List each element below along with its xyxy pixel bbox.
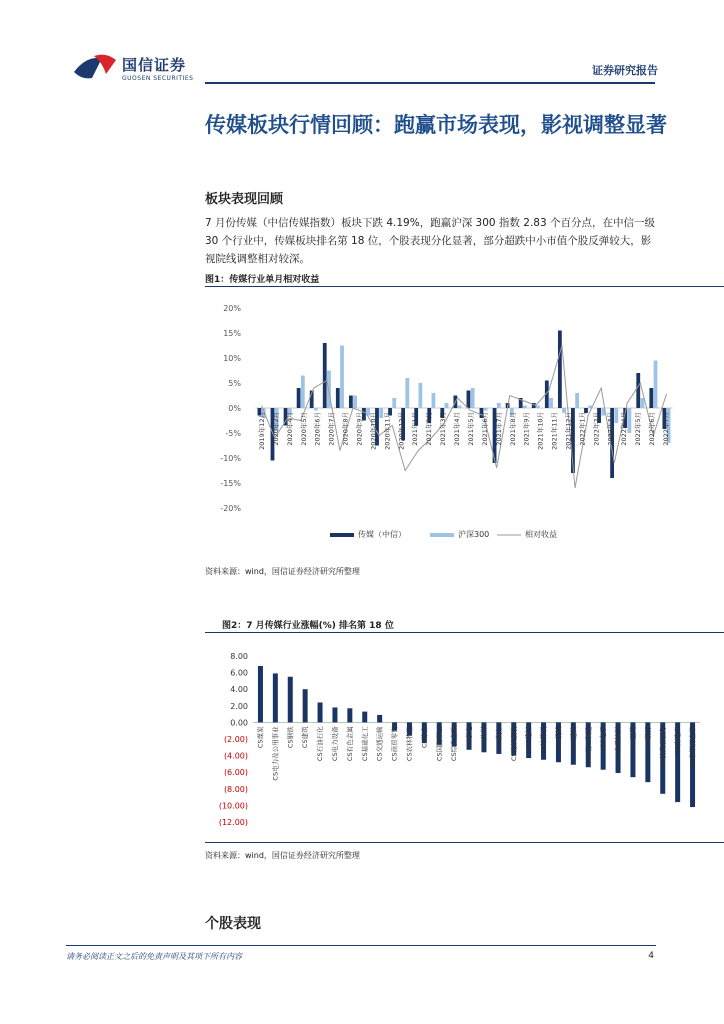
x-tick-label: CS农林牧渔 [405,726,414,762]
bar [484,408,488,411]
x-tick-label: 2020年6月 [313,412,322,446]
section-paragraph: 7 月份传媒（中信传媒指数）板块下跌 4.19%，跑赢沪深 300 指数 2.83 个百分点，在中信一级 30 个行业中，传媒板块排名第 18 位，个股表现分化显著，部分超跌中小市值个股反弹较大，影视院线调整相对较深。 [205,217,655,265]
x-tick-label: 2021年8月 [508,412,517,446]
bar [392,398,396,408]
x-tick-label: CS传媒 [479,726,488,749]
figure2-source: 资料来源：wind，国信证券经济研究所整理 [205,851,360,860]
x-tick-label: 2021年9月 [522,412,531,446]
x-tick-label: 2022年3月 [606,412,615,446]
x-tick-label: 2020年11月 [383,412,392,450]
x-tick-label: CS国防军工 [435,726,444,762]
y-tick-label: (12.00) [218,818,248,827]
header-rule [205,82,655,84]
bar [340,346,344,409]
bar [471,388,475,408]
bar [353,396,357,409]
y-tick-label: (10.00) [218,801,248,811]
section-subtitle: 板块表现回顾 [205,192,284,207]
y-tick-label: (2.00) [223,735,248,744]
bar [649,388,653,408]
x-tick-label: 2021年1月 [411,412,420,446]
x-tick-label: CS基础化工 [360,726,369,762]
x-tick-label: CS综合 [420,726,429,749]
y-tick-label: 15% [223,329,241,338]
bar [536,406,540,409]
bar [614,408,618,423]
bar [347,708,352,722]
bar [288,677,293,723]
y-tick-label: 4.00 [230,685,248,695]
bar [523,406,527,409]
x-tick-label: 2022年7月 [662,412,671,446]
x-tick-label: CS电力及公用事业 [271,726,280,781]
bar [467,391,471,409]
bar [349,396,353,409]
x-tick-label: CS纺织服装 [509,726,518,762]
y-tick-label: -15% [220,479,241,488]
x-tick-label: CS通信 [569,726,578,749]
y-tick-label: 20% [223,304,241,313]
bar [405,378,409,408]
x-tick-label: 2022年1月 [578,412,587,446]
x-tick-label: CS电子 [599,726,608,749]
x-tick-label: CS非银行金融 [688,726,697,768]
bar [445,403,449,408]
x-tick-label: CS石油石化 [316,726,325,762]
figure1-title: 图1：传媒行业单月相对收益 [205,275,320,285]
x-tick-label: 2020年8月 [341,412,350,446]
legend-label: 传媒（中信） [358,530,406,539]
y-tick-label: (6.00) [223,768,248,778]
x-tick-label: 2021年10月 [536,412,545,450]
x-tick-label: 2022年6月 [648,412,657,446]
bar [362,712,367,723]
bar [549,398,553,408]
x-tick-label: 2021年5月 [466,412,475,446]
x-tick-label: CS银行 [643,726,652,749]
figure1-source: 资料来源：wind，国信证券经济研究所整理 [205,567,360,576]
x-tick-label: 2020年5月 [299,412,308,446]
x-tick-label: CS汽车 [494,726,503,749]
x-tick-label: 2020年10月 [369,412,378,450]
y-tick-label: 5% [228,379,241,388]
x-tick-label: CS计算机 [539,726,548,755]
x-tick-label: 2021年3月 [439,412,448,446]
x-tick-label: CS轻工制造 [584,726,593,762]
bar [575,393,579,408]
x-tick-label: 2020年2月 [271,412,280,446]
logo-text-cn: 国信证券 [122,56,187,74]
figure1-rule [205,286,724,287]
x-tick-label: CS食品饮料 [614,726,623,762]
y-tick-label: 2.00 [230,701,248,711]
x-tick-label: 2022年2月 [592,412,601,446]
x-tick-label: CS交通运输 [375,726,384,762]
y-tick-label: 0.00 [230,718,248,728]
bar [654,361,658,409]
x-tick-label: CS有色金属 [345,726,354,762]
x-tick-label: CS家电 [465,726,474,749]
bar [458,406,462,409]
bar [636,373,640,408]
x-tick-label: CS消费者服务 [658,726,667,768]
bar [301,376,305,409]
bar [297,388,301,408]
figure2-chart [205,640,724,840]
x-tick-label: 2021年7月 [494,412,503,446]
y-tick-label: -20% [220,504,241,513]
bar [318,702,323,722]
x-tick-label: CS钢铁 [286,726,295,749]
y-tick-label: 10% [223,354,241,363]
figure2-rule [205,632,724,633]
x-tick-label: CS商贸零售 [390,726,399,762]
y-tick-label: -10% [220,454,241,463]
x-tick-label: 2020年9月 [355,412,364,446]
x-tick-label: CS煤炭 [256,726,265,749]
bar [303,689,308,722]
figure1-chart [205,290,724,550]
bar [336,388,340,408]
y-tick-label: -5% [225,429,241,438]
logo-text-en: GUOSEN SECURITIES [122,75,194,82]
x-tick-label: CS建材 [524,726,533,749]
x-tick-label: CS电力设备 [330,726,339,762]
report-type: 证券研究报告 [592,64,658,77]
bar [332,707,337,722]
bar [377,715,382,722]
bar [323,343,327,408]
section-title: 传媒板块行情回顾：跑赢市场表现，影视调整显著 [205,113,667,137]
legend-swatch [430,533,454,537]
x-tick-label: CS医药 [628,726,637,749]
legend-swatch [330,533,354,537]
y-tick-label: (8.00) [223,784,248,794]
bar [314,408,318,411]
x-tick-label: 2020年12月 [397,412,406,450]
figure2-title: 图2：7 月传媒行业涨幅(%) 排名第 18 位 [222,621,394,631]
bar [432,393,436,408]
bar [273,673,278,722]
page-number: 4 [648,951,654,961]
logo-mark-icon [72,52,118,84]
x-tick-label: CS建筑 [301,726,310,749]
footer-rule [66,945,656,946]
figure2-bottom-rule [205,842,724,843]
x-tick-label: CS房地产 [673,726,682,755]
x-tick-label: CS综合金融 [450,726,459,762]
y-tick-label: 0% [228,404,241,413]
bar [558,331,562,409]
y-tick-label: 6.00 [230,668,248,678]
y-tick-label: 8.00 [230,652,248,661]
x-tick-label: 2021年6月 [480,412,489,446]
next-heading: 个股表现 [205,916,261,932]
legend-label: 相对收益 [525,530,557,539]
bar [497,403,501,408]
x-tick-label: 2020年4月 [285,412,294,446]
x-tick-label: 2021年2月 [425,412,434,446]
x-tick-label: CS机械 [554,726,563,749]
x-tick-label: 2021年4月 [453,412,462,446]
x-tick-label: 2020年7月 [327,412,336,446]
x-tick-label: 2022年5月 [634,412,643,446]
bar [418,383,422,408]
bar [641,398,645,408]
legend-label: 沪深300 [458,530,490,539]
x-tick-label: 2019年12月 [257,412,266,450]
logo [72,52,202,86]
bar [258,666,263,722]
x-tick-label: 2021年12月 [564,412,573,450]
x-tick-label: 2021年11月 [550,412,559,450]
x-tick-label: 2022年4月 [620,412,629,446]
y-tick-label: (4.00) [223,751,248,761]
footer-disclaimer: 请务必阅读正文之后的免责声明及其项下所有内容 [66,952,242,961]
